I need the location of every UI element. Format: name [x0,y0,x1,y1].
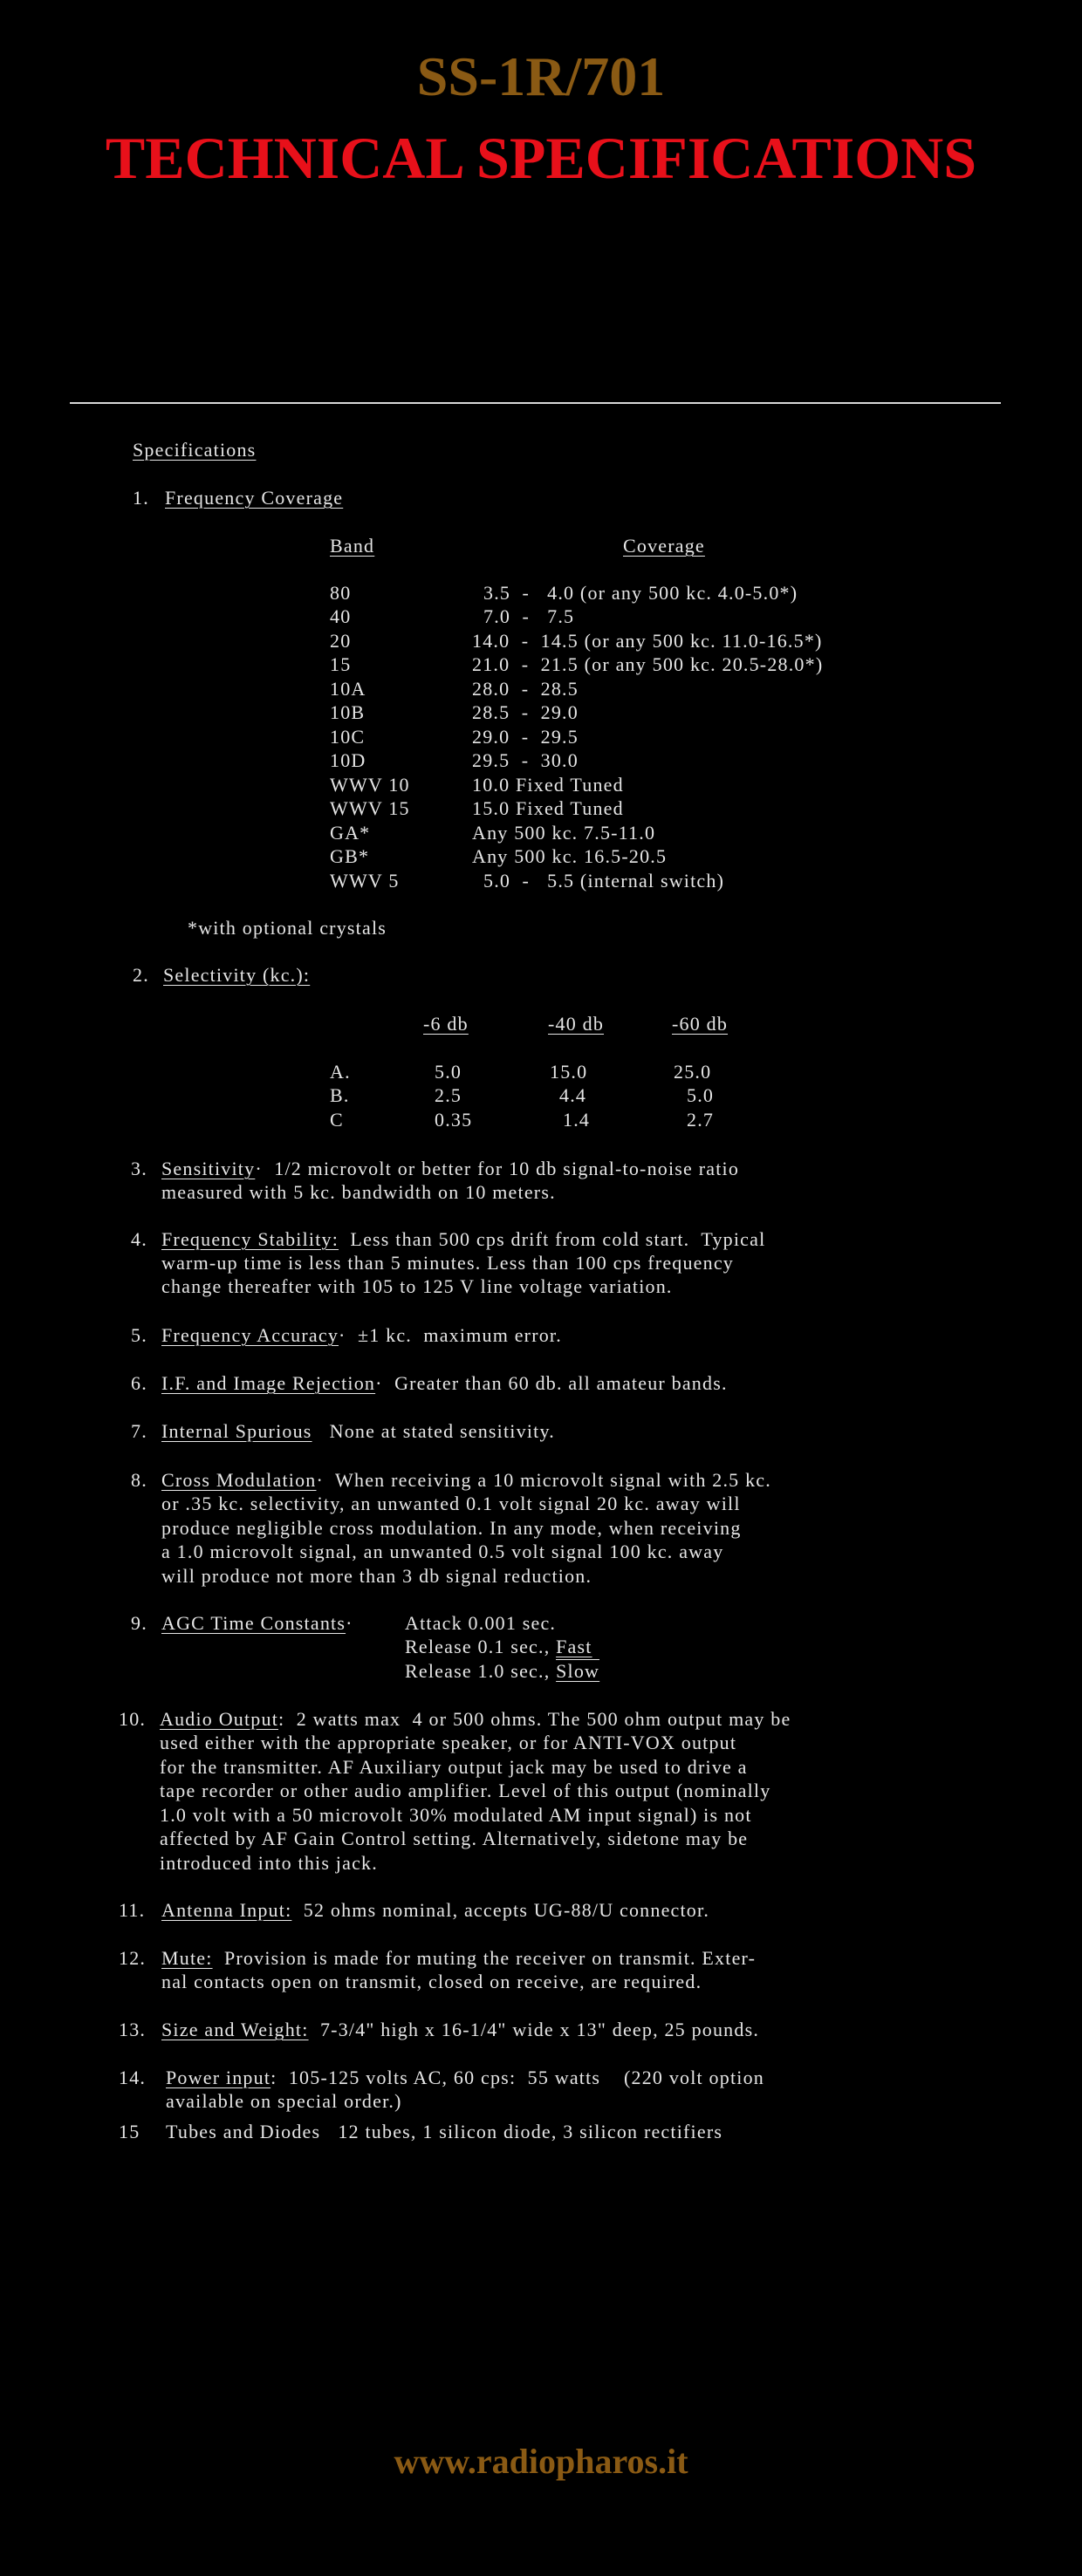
footer-website: www.radiopharos.it [394,2442,688,2481]
item-number: 14. [119,2067,147,2088]
spurious-line: Internal Spurious None at stated sensitivity. [161,1420,555,1442]
size-line: Size and Weight: 7-3/4" high x 16-1/4" wide x 13" deep, 25 pounds. [161,2019,760,2040]
band-cell: 80 [330,582,352,604]
cross-modulation-title: Cross Modulation [161,1469,317,1491]
item-number: 7. [131,1420,147,1442]
selectivity-cell: 1.4 [563,1109,591,1131]
coverage-cell: 3.5 - 4.0 (or any 500 kc. 4.0-5.0*) [483,582,798,604]
cross-mod-line-5: will produce not more than 3 db signal reduction. [161,1565,592,1587]
coverage-cell: 14.0 - 14.5 (or any 500 kc. 11.0-16.5*) [472,630,823,652]
agc-release-fast: Release 0.1 sec., Fast [405,1636,592,1657]
item-number: 15 [119,2121,140,2142]
cross-mod-line-3: produce negligible cross modulation. In any mode, when receiving [161,1517,742,1539]
fast-label: Fast [556,1636,592,1657]
band-cell: WWV 15 [330,797,410,819]
sensitivity-line-1: Sensitivity· 1/2 microvolt or better for 10 db signal-to-noise ratio [161,1158,740,1179]
band-cell: WWV 5 [330,870,400,892]
item-number: 5. [131,1324,147,1346]
agc-release-slow: Release 1.0 sec., Slow [405,1660,600,1682]
band-cell: 10B [330,701,366,723]
model-title: SS-1R/701 [416,45,666,107]
sensitivity-line-2: measured with 5 kc. bandwidth on 10 meters. [161,1181,556,1203]
item-number: 1. [133,487,149,509]
power-line-1: Power input: 105-125 volts AC, 60 cps: 55 watts (220 volt option [166,2067,764,2088]
coverage-cell: 29.0 - 29.5 [472,726,579,748]
item-number: 2. [133,964,149,986]
mute-line-2: nal contacts open on transmit, closed on receive, are required. [161,1971,702,1992]
antenna-line: Antenna Input: 52 ohms nominal, accepts UG-88/U connector. [161,1899,710,1921]
audio-line-5: 1.0 volt with a 50 microvolt 30% modulated AM input signal) is not [160,1804,752,1826]
band-cell: 10A [330,678,366,700]
cross-mod-line-4: a 1.0 microvolt signal, an unwanted 0.5 volt signal 100 kc. away [161,1541,724,1562]
coverage-cell: 29.5 - 30.0 [472,749,579,771]
rejection-line: I.F. and Image Rejection· Greater than 60 db. all amateur bands. [161,1372,728,1394]
audio-line-3: for the transmitter. AF Auxiliary output jack may be used to drive a [160,1756,748,1778]
cross-mod-line-2: or .35 kc. selectivity, an unwanted 0.1 volt signal 20 kc. away will [161,1493,741,1514]
coverage-cell: Any 500 kc. 16.5-20.5 [472,845,668,867]
selectivity-row-label: A. [330,1061,351,1083]
selectivity-row-label: B. [330,1084,350,1106]
agc-time-constants-title: AGC Time Constants [161,1612,346,1634]
item-number: 3. [131,1158,147,1179]
coverage-cell: 10.0 Fixed Tuned [472,774,624,796]
frequency-coverage-title: Frequency Coverage [165,487,344,509]
item-number: 6. [131,1372,147,1394]
tubes-line: Tubes and Diodes 12 tubes, 1 silicon diode, 3 silicon rectifiers [166,2121,723,2142]
coverage-cell: 28.0 - 28.5 [472,678,579,700]
power-input-title: Power input [166,2067,271,2088]
coverage-cell: Any 500 kc. 7.5-11.0 [472,822,656,844]
band-cell: 10C [330,726,366,748]
crystals-note: *with optional crystals [188,917,387,939]
coverage-cell: 28.5 - 29.0 [472,701,579,723]
selectivity-column-header: -60 db [672,1013,729,1035]
coverage-cell: 21.0 - 21.5 (or any 500 kc. 20.5-28.0*) [472,653,824,675]
stability-line-3: change thereafter with 105 to 125 V line voltage variation. [161,1275,673,1297]
agc-attack: Attack 0.001 sec. [405,1612,557,1634]
cross-mod-line-1: Cross Modulation· When receiving a 10 microvolt signal with 2.5 kc. [161,1469,771,1491]
item-number: 13. [119,2019,147,2040]
internal-spurious-title: Internal Spurious [161,1420,312,1442]
coverage-cell: 5.0 - 5.5 (internal switch) [483,870,725,892]
power-line-2: available on special order.) [166,2090,402,2112]
selectivity-row-label: C [330,1109,344,1131]
mute-line-1: Mute: Provision is made for muting the receiver on transmit. Exter- [161,1947,757,1969]
audio-line-4: tape recorder or other audio amplifier. Level of this output (nominally [160,1780,771,1801]
image-rejection-title: I.F. and Image Rejection [161,1372,376,1394]
band-column-header: Band [330,535,375,557]
band-cell: GB* [330,845,370,867]
size-weight-title: Size and Weight: [161,2019,309,2040]
selectivity-cell: 4.4 [559,1084,587,1106]
slow-label: Slow [556,1660,600,1682]
selectivity-cell: 2.5 [435,1084,462,1106]
selectivity-column-header: -6 db [423,1013,469,1035]
selectivity-column-header: -40 db [548,1013,605,1035]
band-cell: 20 [330,630,352,652]
frequency-accuracy-title: Frequency Accuracy [161,1324,339,1346]
audio-line-2: used either with the appropriate speaker, or for ANTI-VOX output [160,1732,737,1753]
audio-line-7: introduced into this jack. [160,1852,378,1874]
band-cell: 40 [330,605,352,627]
item-number: 12. [119,1947,147,1969]
band-cell: 15 [330,653,352,675]
item-number: 11. [119,1899,146,1921]
band-cell: GA* [330,822,371,844]
sensitivity-title: Sensitivity [161,1158,256,1179]
frequency-stability-title: Frequency Stability: [161,1228,339,1250]
tubes-diodes-title: Tubes and Diodes [166,2121,321,2142]
mute-title: Mute: [161,1947,213,1969]
selectivity-cell: 0.35 [435,1109,473,1131]
coverage-cell: 15.0 Fixed Tuned [472,797,624,819]
stability-line-2: warm-up time is less than 5 minutes. Less than 100 cps frequency [161,1252,735,1274]
page-title: TECHNICAL SPECIFICATIONS [105,125,977,191]
audio-line-6: affected by AF Gain Control setting. Alternatively, sidetone may be [160,1828,749,1849]
header-divider [70,402,1001,404]
item-number: 8. [131,1469,147,1491]
item-number: 9. [131,1612,147,1634]
selectivity-cell: 15.0 [550,1061,588,1083]
audio-output-title: Audio Output [160,1708,279,1730]
selectivity-cell: 5.0 [435,1061,462,1083]
band-cell: 10D [330,749,366,771]
stability-line-1: Frequency Stability: Less than 500 cps drift from cold start. Typical [161,1228,766,1250]
coverage-column-header: Coverage [623,535,705,557]
accuracy-line: Frequency Accuracy· ±1 kc. maximum error. [161,1324,562,1346]
audio-line-1: Audio Output: 2 watts max 4 or 500 ohms. The 500 ohm output may be [160,1708,791,1730]
selectivity-cell: 5.0 [687,1084,715,1106]
selectivity-cell: 25.0 [674,1061,712,1083]
item-number: 4. [131,1228,147,1250]
item-number: 10. [119,1708,147,1730]
band-cell: WWV 10 [330,774,410,796]
coverage-cell: 7.0 - 7.5 [483,605,575,627]
selectivity-title: Selectivity (kc.): [163,964,311,986]
specifications-heading: Specifications [133,439,257,461]
selectivity-cell: 2.7 [687,1109,715,1131]
agc-title-line: AGC Time Constants· [161,1612,353,1634]
antenna-input-title: Antenna Input: [161,1899,292,1921]
